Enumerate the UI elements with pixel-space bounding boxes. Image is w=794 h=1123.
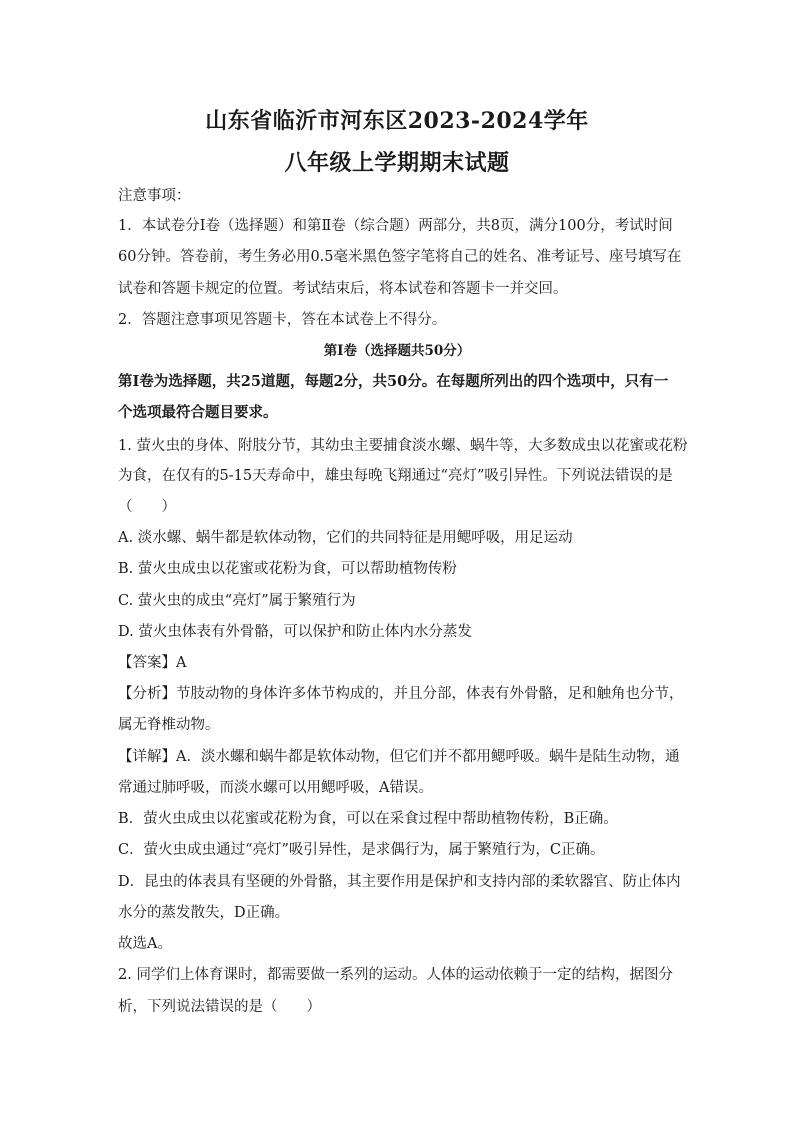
q1-conclusion: 故选A。 <box>118 936 172 952</box>
q1-analysis-line1: 【分析】节肢动物的身体许多体节构成的，并且分部，体表有外骨骼，足和触角也分节， <box>118 686 684 702</box>
exam-title-line2: 八年级上学期期末试题 <box>284 150 510 176</box>
notice-heading: 注意事项： <box>118 188 191 204</box>
q1-stem-line3: （ ） <box>118 499 176 515</box>
q2-stem-line2: 析，下列说法错误的是（ ） <box>118 999 321 1015</box>
q1-option-a: A. 淡水螺、蜗牛都是软体动物，它们的共同特征是用鳃呼吸，用足运动 <box>118 530 573 546</box>
notice-item-1-line1: 1．本试卷分Ⅰ卷（选择题）和第Ⅱ卷（综合题）两部分，共8页，满分100分，考试时间 <box>118 218 673 234</box>
notice-item-2: 2．答题注意事项见答题卡，答在本试卷上不得分。 <box>118 312 447 328</box>
q1-detail-line1: 【详解】A．淡水螺和蜗牛都是软体动物，但它们并不都用鳃呼吸。蜗牛是陆生动物，通 <box>118 749 680 765</box>
section-instructions-line1: 第Ⅰ卷为选择题，共25道题，每题2分，共50分。在每题所列出的四个选项中，只有一 <box>118 373 669 390</box>
q1-detail-line4: C．萤火虫成虫通过“亮灯”吸引异性，是求偶行为，属于繁殖行为，C正确。 <box>118 842 605 858</box>
notice-item-1-line3: 试卷和答题卡规定的位置。考试结束后，将本试卷和答题卡一并交回。 <box>118 281 568 297</box>
q1-answer: 【答案】A <box>118 655 187 671</box>
q1-detail-line2: 常通过肺呼吸，而淡水螺可以用鳃呼吸，A错误。 <box>118 780 433 796</box>
q1-detail-line5: D．昆虫的体表具有坚硬的外骨骼，其主要作用是保护和支持内部的柔软器官、防止体内 <box>118 874 681 890</box>
notice-item-1-line2: 60分钟。答卷前，考生务必用0.5毫米黑色签字笔将自己的姓名、准考证号、座号填写在 <box>118 249 682 265</box>
q1-stem-line2: 为食，在仅有的5-15天寿命中，雄虫每晚飞翔通过“亮灯”吸引异性。下列说法错误的是 <box>118 468 673 484</box>
q1-option-d: D. 萤火虫体表有外骨骼，可以保护和防止体内水分蒸发 <box>118 624 472 640</box>
q1-stem-line1: 1. 萤火虫的身体、附肢分节，其幼虫主要捕食淡水螺、蜗牛等，大多数成虫以花蜜或花粉 <box>118 438 688 454</box>
q1-analysis-line2: 属无脊椎动物。 <box>118 717 220 733</box>
q2-stem-line1: 2. 同学们上体育课时，都需要做一系列的运动。人体的运动依赖于一定的结构，据图分 <box>118 967 673 983</box>
section-instructions-line2: 个选项最符合题目要求。 <box>118 404 278 421</box>
q1-detail-line3: B．萤火虫成虫以花蜜或花粉为食，可以在采食过程中帮助植物传粉，B正确。 <box>118 811 618 827</box>
q1-detail-line6: 水分的蒸发散失，D正确。 <box>118 905 290 921</box>
q1-option-b: B. 萤火虫成虫以花蜜或花粉为食，可以帮助植物传粉 <box>118 561 457 577</box>
q1-option-c: C. 萤火虫的成虫“亮灯”属于繁殖行为 <box>118 593 356 609</box>
section-heading: 第Ⅰ卷（选择题共50分） <box>323 343 471 359</box>
exam-title-line1: 山东省临沂市河东区2023-2024学年 <box>205 108 589 134</box>
